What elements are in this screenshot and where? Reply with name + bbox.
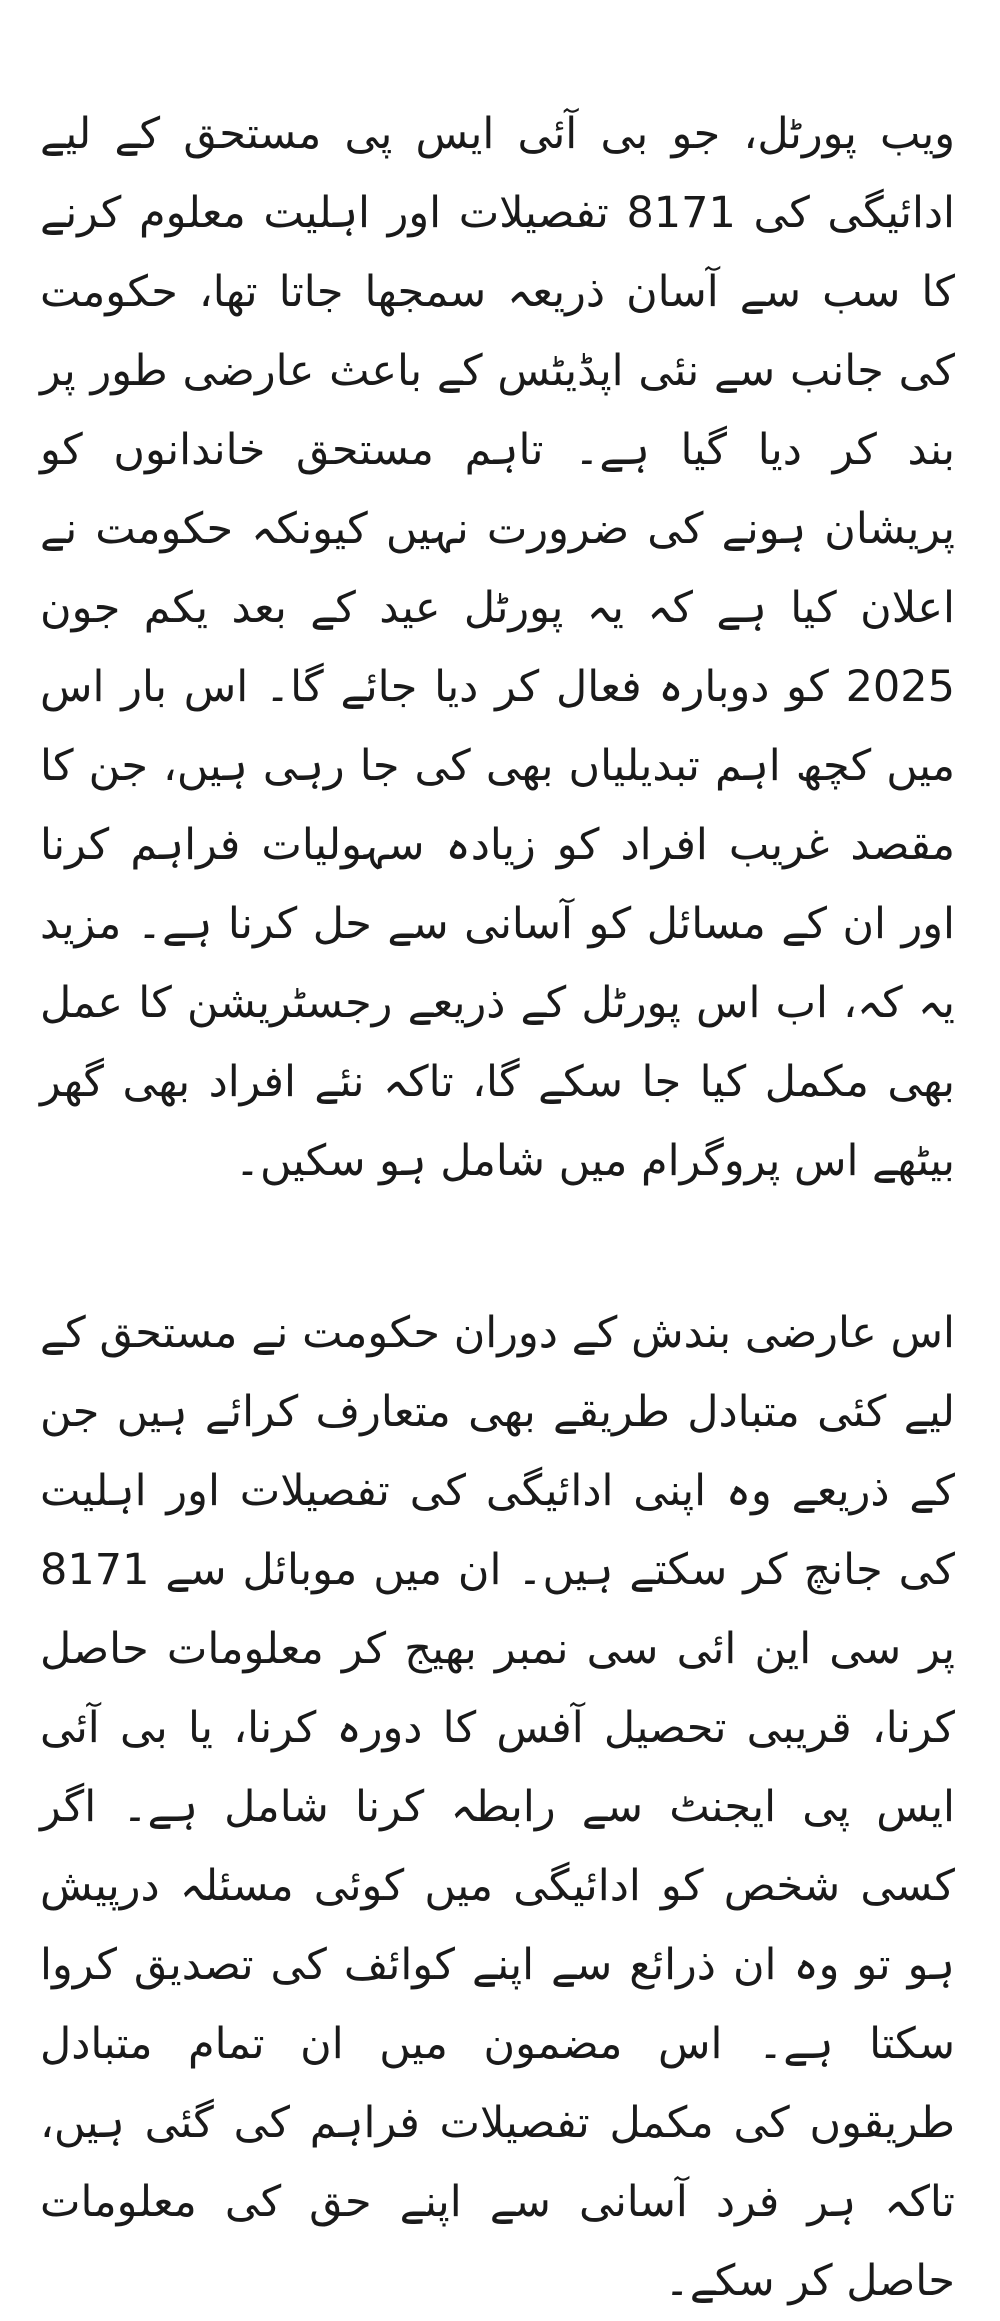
paragraph-alternative-methods: اس عارضی بندش کے دوران حکومت نے مستحق کے لیے کئی متبادل طریقے بھی متعارف کرائے ہیں جن کے ذریعے وہ اپنی ادائیگی کی تفصیلات اور اہلیت کی جانچ کر سکتے ہیں۔ ان میں موبائل سے 8171 پر سی این ائی سی نمبر بھیج کر معلومات حاصل کرنا، قریبی تحصیل آفس کا دورہ کرنا، یا بی آئی ایس پی ایجنٹ سے رابطہ کرنا شامل ہے۔ اگر کسی شخص کو ادائیگی میں کوئی مسئلہ درپیش ہو تو وہ ان ذرائع سے اپنے کوائف کی تصدیق کروا سکتا ہے۔ اس مضمون میں ان تمام متبادل طریقوں کی مکمل تفصیلات فراہم کی گئی ہیں، تاکہ ہر فرد آسانی سے اپنے حق کی معلومات حاصل کر سکے۔ [40, 1308, 955, 2306]
article-body [40, 95, 955, 2321]
paragraph-bisp-portal-closure: ویب پورٹل، جو بی آئی ایس پی مستحق کے لیے ادائیگی کی 8171 تفصیلات اور اہلیت معلوم کرنے کا سب سے آسان ذریعہ سمجھا جاتا تھا، حکومت کی جانب سے نئی اپڈیٹس کے باعث عارضی طور پر بند کر دیا گیا ہے۔ تاہم مستحق خاندانوں کو پریشان ہونے کی ضرورت نہیں کیونکہ حکومت نے اعلان کیا ہے کہ یہ پورٹل عید کے بعد یکم جون 2025 کو دوبارہ فعال کر دیا جائے گا۔ اس بار اس میں کچھ اہم تبدیلیاں بھی کی جا رہی ہیں، جن کا مقصد غریب افراد کو زیادہ سہولیات فراہم کرنا اور ان کے مسائل کو آسانی سے حل کرنا ہے۔ مزید یہ کہ، اب اس پورٹل کے ذریعے رجسٹریشن کا عمل بھی مکمل کیا جا سکے گا، تاکہ نئے افراد بھی گھر بیٹھے اس پروگرام میں شامل ہو سکیں۔ [40, 109, 955, 1186]
